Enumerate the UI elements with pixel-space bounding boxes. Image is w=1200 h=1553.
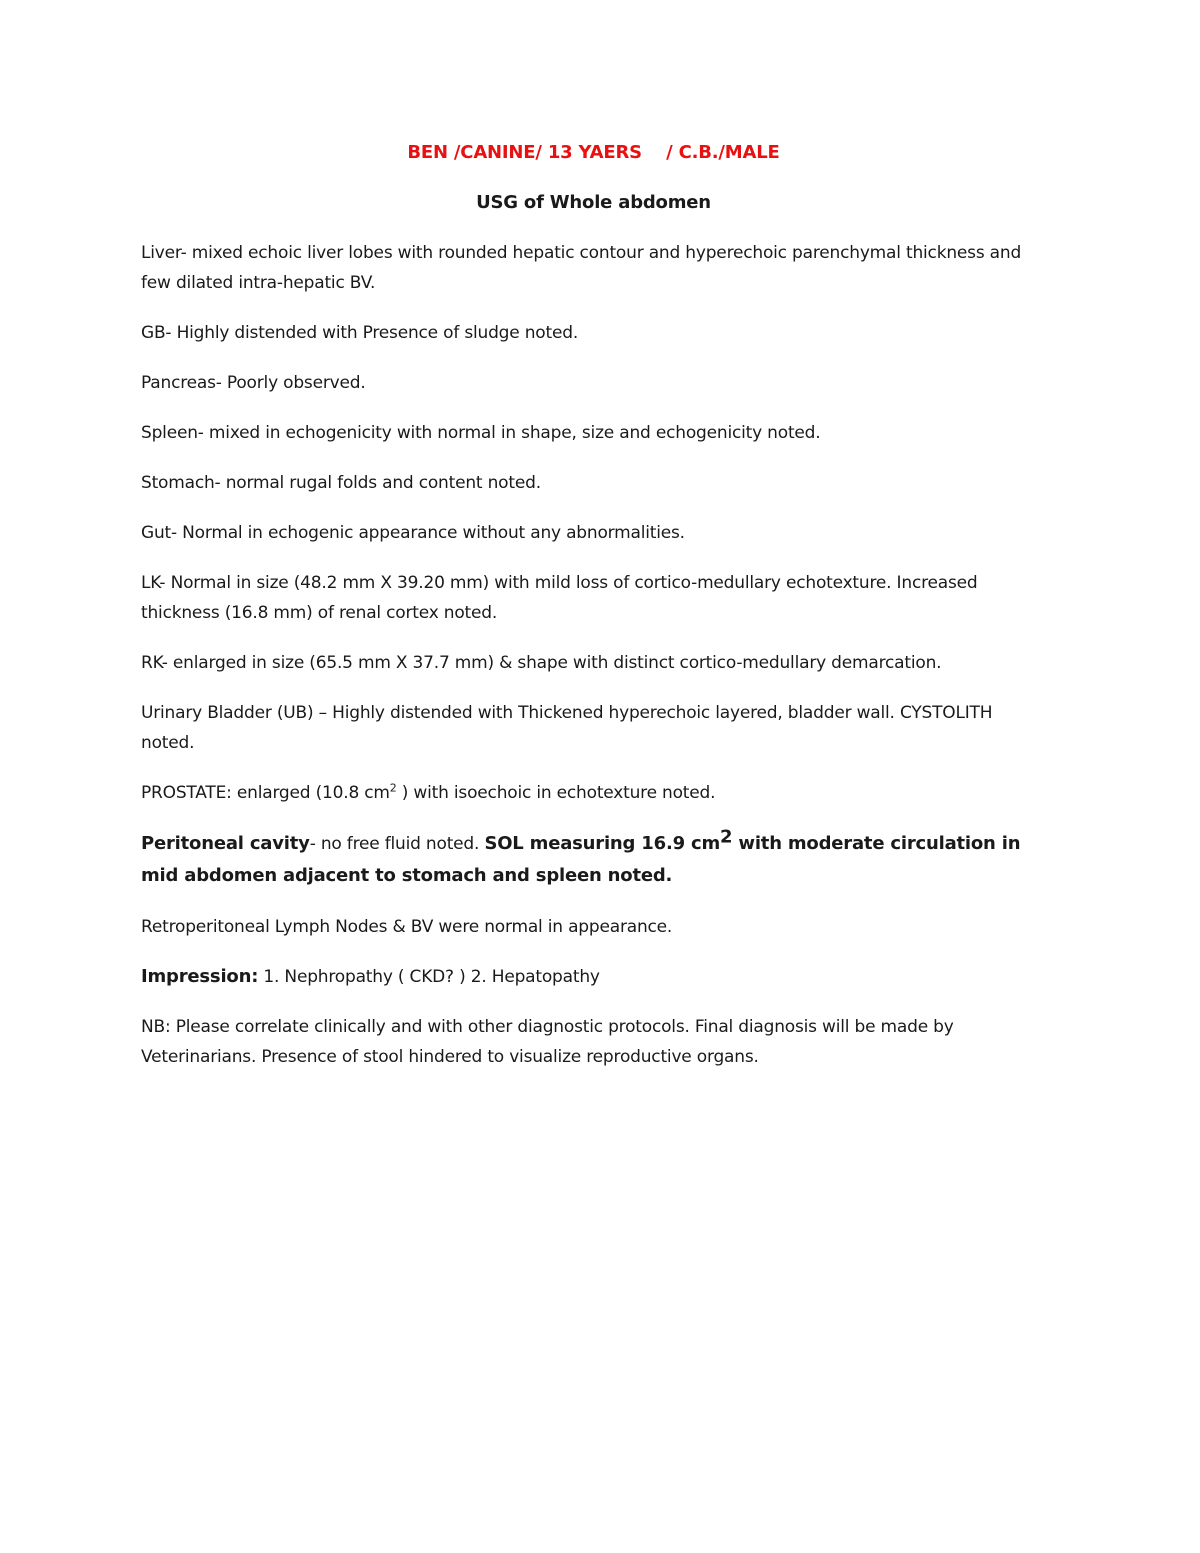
note: NB: Please correlate clinically and with other diagnostic protocols. Final diagnosis will be made by Veterinarians. Presence of stool hindered to visualize reproductive organs. [141, 1017, 954, 1067]
finding-left-kidney: LK- Normal in size (48.2 mm X 39.20 mm) with mild loss of cortico-medullary echotexture. Increased thickness (16.8 mm) of renal cortex noted. [141, 573, 978, 623]
finding-gut: Gut- Normal in echogenic appearance without any abnormalities. [141, 523, 685, 543]
impression-colon: : [251, 966, 259, 987]
report-title: USG of Whole abdomen [476, 192, 711, 213]
impression-label: Impression [141, 966, 252, 987]
finding-spleen: Spleen- mixed in echogenicity with normal in shape, size and echogenicity noted. [141, 423, 821, 443]
prostate-text-before: PROSTATE: enlarged (10.8 cm [141, 783, 390, 803]
finding-right-kidney: RK- enlarged in size (65.5 mm X 37.7 mm) & shape with distinct cortico-medullary demarcation. [141, 653, 942, 673]
finding-peritoneal-cavity [141, 828, 1046, 892]
prostate-superscript: 2 [389, 781, 397, 795]
prostate-text-after: ) with isoechoic in echotexture noted. [396, 783, 716, 803]
finding-pancreas: Pancreas- Poorly observed. [141, 373, 366, 393]
impression [141, 962, 1046, 992]
impression-text: 1. Nephropathy ( CKD? ) 2. Hepatopathy [258, 967, 600, 987]
patient-header: BEN /CANINE/ 13 YAERS / C.B./MALE [407, 142, 780, 163]
report-body [141, 138, 1046, 1092]
sol-superscript: 2 [720, 826, 733, 848]
finding-retroperitoneal: Retroperitoneal Lymph Nodes & BV were normal in appearance. [141, 917, 673, 937]
finding-stomach: Stomach- normal rugal folds and content noted. [141, 473, 541, 493]
finding-liver: Liver- mixed echoic liver lobes with rounded hepatic contour and hyperechoic parenchymal thickness and few dilated intra-hepatic BV. [141, 243, 1022, 293]
peritoneal-text: - no free fluid noted. [309, 834, 485, 854]
sol-text-after: with moderate circulation in mid abdomen adjacent to stomach and spleen noted. [141, 833, 1021, 886]
finding-gallbladder: GB- Highly distended with Presence of sludge noted. [141, 323, 579, 343]
finding-urinary-bladder: Urinary Bladder (UB) – Highly distended with Thickened hyperechoic layered, bladder wall. CYSTOLITH noted. [141, 703, 993, 753]
sol-text-before: SOL measuring 16.9 cm [484, 833, 720, 854]
peritoneal-label: Peritoneal cavity [141, 833, 310, 854]
finding-prostate [141, 778, 1046, 808]
